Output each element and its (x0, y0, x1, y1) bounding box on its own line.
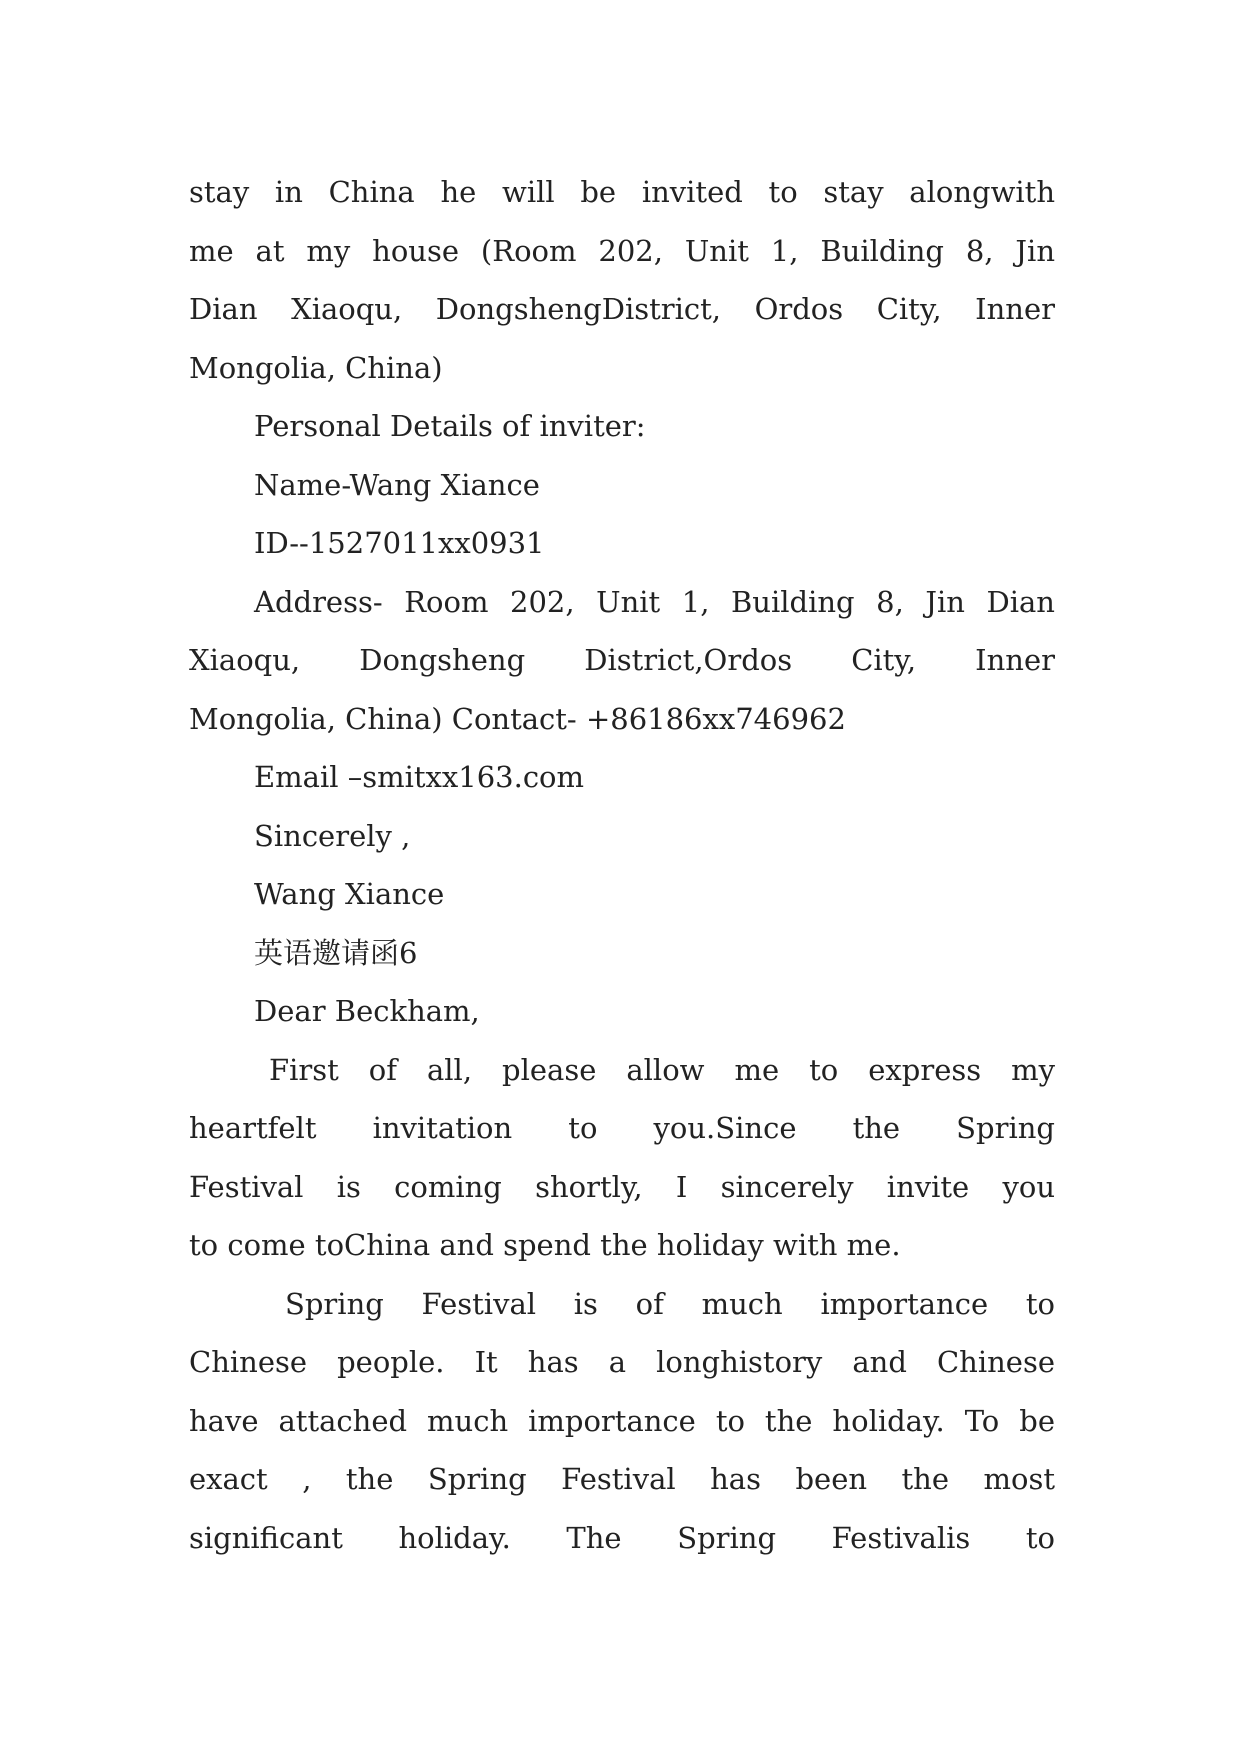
text-line: Mongolia, China) (189, 350, 443, 385)
text-line: Xiaoqu, Dongsheng District,Ordos City, Inner (189, 643, 1055, 677)
text-line: Name-Wang Xiance (254, 467, 540, 502)
text-line: Sincerely , (254, 818, 411, 853)
text-line: Wang Xiance (254, 877, 445, 911)
text-line: heartfelt invitation to you.Since the Spring (189, 1111, 1055, 1145)
text-line: First of all, please allow me to express my (269, 1052, 1055, 1087)
text-line: Spring Festival is of much importance to (285, 1286, 1055, 1321)
text-line: significant holiday. The Spring Festivalis to (189, 1520, 1055, 1555)
text-line: Email –smitxx163.com (254, 760, 585, 794)
text-line: to come toChina and spend the holiday with me. (189, 1228, 901, 1262)
text-line: exact , the Spring Festival has been the most (189, 1462, 1055, 1496)
text-line: stay in China he will be invited to stay alongwith (189, 175, 1055, 209)
document-body (189, 163, 1055, 1567)
text-line: Chinese people. It has a longhistory and Chinese (189, 1345, 1055, 1379)
text-line: Address- Room 202, Unit 1, Building 8, Jin Dian (254, 584, 1055, 619)
text-line: ID--1527011xx0931 (254, 526, 545, 560)
text-line: Personal Details of inviter: (254, 409, 646, 443)
text-line: Dian Xiaoqu, DongshengDistrict, Ordos City, Inner (189, 292, 1055, 326)
section-heading: 英语邀请函6 (254, 935, 418, 970)
text-line: Mongolia, China) Contact- +86186xx746962 (189, 701, 846, 736)
text-line: Festival is coming shortly, I sincerely invite you (189, 1169, 1055, 1204)
salutation: Dear Beckham, (254, 994, 480, 1028)
text-line: have attached much importance to the holiday. To be (189, 1403, 1055, 1438)
text-line: me at my house (Room 202, Unit 1, Building 8, Jin (189, 233, 1055, 268)
